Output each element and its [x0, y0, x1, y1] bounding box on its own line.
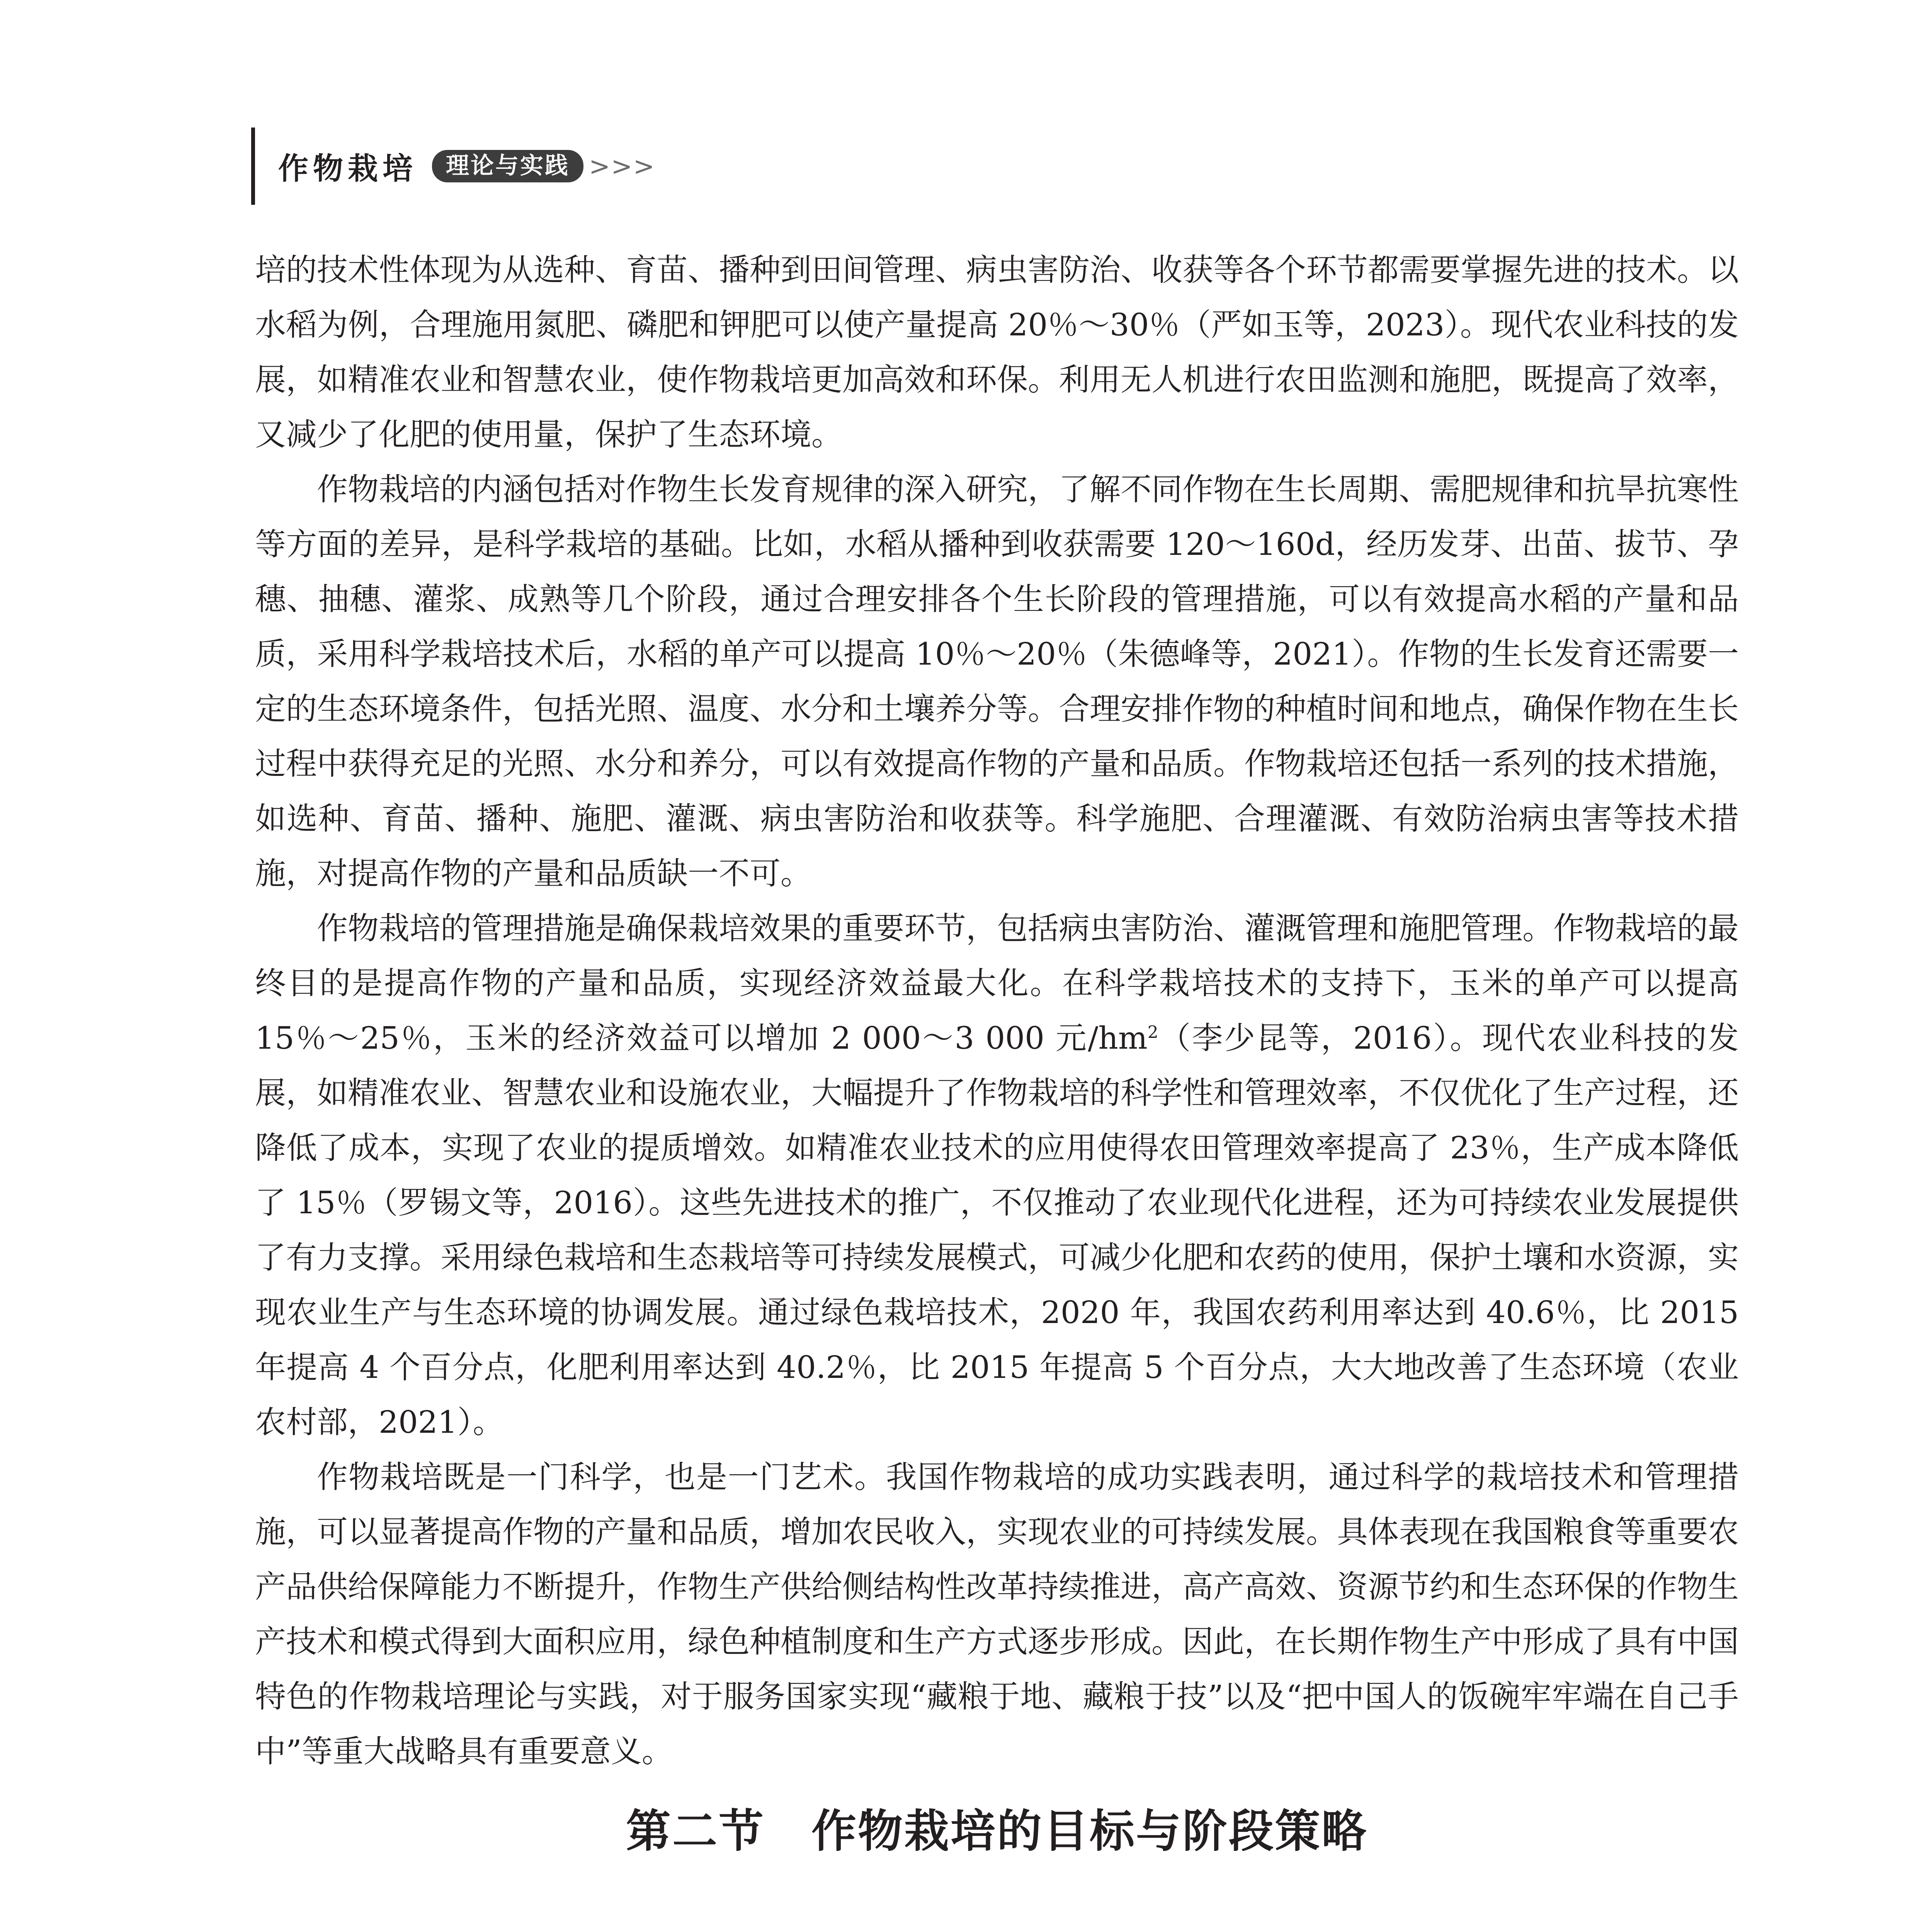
book-title: 作物栽培 — [278, 151, 418, 186]
paragraph — [255, 901, 1739, 1450]
section-title: 作物栽培的目标与阶段策略 — [811, 1805, 1368, 1857]
running-header — [251, 131, 655, 201]
body-text-top — [255, 243, 1739, 1779]
unit-superscript: 2 — [1147, 1022, 1158, 1043]
chevrons-icon: >>> — [589, 151, 655, 181]
paragraph: 作物栽培的内涵包括对作物生长发育规律的深入研究，了解不同作物在生长周期、需肥规律和抗旱抗寒性等方面的差异，是科学栽培的基础。比如，水稻从播种到收获需要 120～160d，经历发芽、出苗、拔节、孕穗、抽穗、灌浆、成熟等几个阶段，通过合理安排各个生长阶段的管理措施，可以有效提高水稻的产量和品质，采用科学栽培技术后，水稻的单产可以提高 10％～20％（朱德峰等，2021）。作物的生长发育还需要一定的生态环境条件，包括光照、温度、水分和土壤养分等。合理安排作物的种植时间和地点，确保作物在生长过程中获得充足的光照、水分和养分，可以有效提高作物的产量和品质。作物栽培还包括一系列的技术措施，如选种、育苗、播种、施肥、灌溉、病虫害防治和收获等。科学施肥、合理灌溉、有效防治病虫害等技术措施，对提高作物的产量和品质缺一不可。 — [255, 471, 1739, 891]
paragraph-continued: 培的技术性体现为从选种、育苗、播种到田间管理、病虫害防治、收获等各个环节都需要掌握先进的技术。以水稻为例，合理施用氮肥、磷肥和钾肥可以使产量提高 20％～30％（严如玉等，2023）。现代农业科技的发展，如精准农业和智慧农业，使作物栽培更加高效和环保。利用无人机进行农田监测和施肥，既提高了效率，又减少了化肥的使用量，保护了生态环境。 — [255, 252, 1739, 452]
section-heading — [255, 1793, 1739, 1870]
section-number: 第二节 — [626, 1805, 765, 1857]
paragraph-text: 作物栽培的管理措施是确保栽培效果的重要环节，包括病虫害防治、灌溉管理和施肥管理。作物栽培的最终目的是提高作物的产量和品质，实现经济效益最大化。在科学栽培技术的支持下，玉米的单产可以提高 15％～25％，玉米的经济效益可以增加 2 000～3 000 元/hm — [255, 910, 1739, 1056]
paragraph: 作物栽培既是一门科学，也是一门艺术。我国作物栽培的成功实践表明，通过科学的栽培技术和管理措施，可以显著提高作物的产量和品质，增加农民收入，实现农业的可持续发展。具体表现在我国粮食等重要农产品供给保障能力不断提升，作物生产供给侧结构性改革持续推进，高产高效、资源节约和生态环保的作物生产技术和模式得到大面积应用，绿色种植制度和生产方式逐步形成。因此，在长期作物生产中形成了具有中国特色的作物栽培理论与实践，对于服务国家实现“藏粮于地、藏粮于技”以及“把中国人的饭碗牢牢端在自己手中”等重大战略具有重要意义。 — [255, 1459, 1739, 1769]
book-subtitle-badge: 理论与实践 — [432, 150, 583, 182]
paragraph-text: （李少昆等，2016）。现代农业科技的发展，如精准农业、智慧农业和设施农业，大幅提升了作物栽培的科学性和管理效率，不仅优化了生产过程，还降低了成本，实现了农业的提质增效。如精准农业技术的应用使得农田管理效率提高了 23％，生产成本降低了 15％（罗锡文等，2016）。这些先进技术的推广，不仅推动了农业现代化进程，还为可持续农业发展提供了有力支撑。采用绿色栽培和生态栽培等可持续发展模式，可减少化肥和农药的使用，保护土壤和水资源，实现农业生产与生态环境的协调发展。通过绿色栽培技术，2020 年，我国农药利用率达到 40.6％，比 2015 年提高 4 个百分点，化肥利用率达到 40.2％，比 2015 年提高 5 个百分点，大大地改善了生态环境（农业农村部，2021）。 — [255, 1020, 1739, 1440]
